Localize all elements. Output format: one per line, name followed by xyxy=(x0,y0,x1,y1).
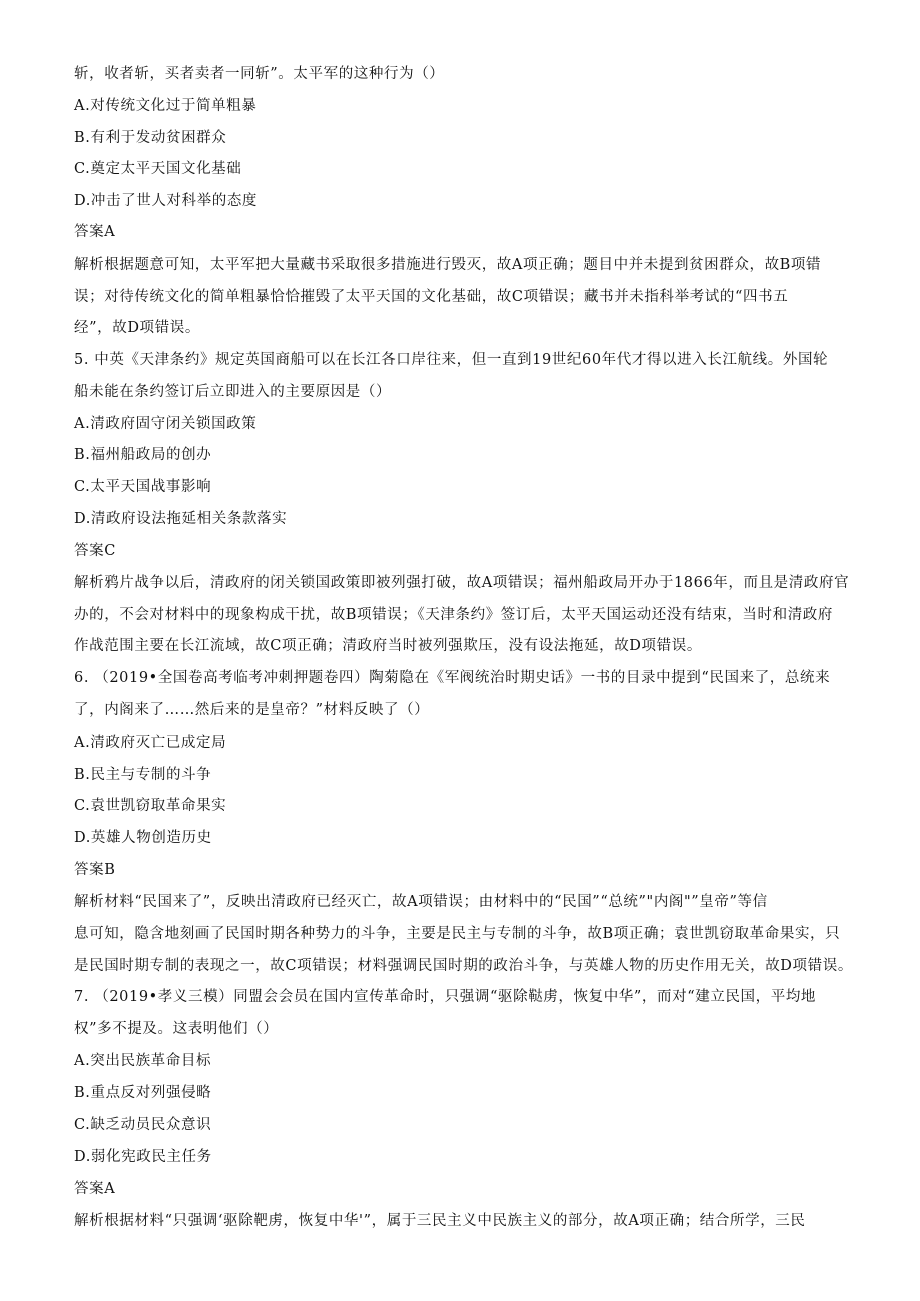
option-a: A.清政府固守闭关锁国政策 xyxy=(74,416,257,432)
answer: 答案A xyxy=(74,224,116,240)
option-b: B.有利于发动贫困群众 xyxy=(74,130,227,146)
analysis-line: 误；对待传统文化的简单粗暴恰恰摧毁了太平天国的文化基础，故C项错误；藏书并未指科举考试的“四书五 xyxy=(74,289,789,305)
analysis-line: 息可知，隐含地刻画了民国时期各种势力的斗争，主要是民主与专制的斗争，故B项正确；袁世凯窃取革命果实，只 xyxy=(74,926,841,942)
answer: 答案B xyxy=(74,862,116,878)
option-c: C.奠定太平天国文化基础 xyxy=(74,161,242,177)
analysis-line: 解析根据题意可知，太平军把大量藏书采取很多措施进行毁灭，故A项正确；题目中并未提到贫困群众，故B项错 xyxy=(74,257,822,273)
option-d: D.弱化宪政民主任务 xyxy=(74,1149,212,1165)
option-c: C.缺乏动员民众意识 xyxy=(74,1117,212,1133)
question-7-cont: 权”多不提及。这表明他们（） xyxy=(74,1021,279,1037)
question-6-cont: 了，内阁来了……然后来的是皇帝？”材料反映了（） xyxy=(74,702,430,718)
option-a: A.突出民族革命目标 xyxy=(74,1053,212,1069)
analysis-line: 解析材料“民国来了”，反映出清政府已经灭亡，故A项错误；由材料中的“民国”“总统”"内阁"”皇帝”等信 xyxy=(74,894,768,910)
answer: 答案A xyxy=(74,1181,116,1197)
analysis-line: 作战范围主要在长江流域，故C项正确；清政府当时被列强欺压，没有设法拖延，故D项错误。 xyxy=(74,638,702,654)
question-5: 5. 中英《天津条约》规定英国商船可以在长江各口岸往来，但一直到19世纪60年代才得以进入长江航线。外国轮 xyxy=(74,352,829,368)
question-5-cont: 船未能在条约签订后立即进入的主要原因是（） xyxy=(74,384,392,400)
option-b: B.重点反对列强侵略 xyxy=(74,1085,212,1101)
option-b: B.民主与专制的斗争 xyxy=(74,767,212,783)
option-a: A.清政府灭亡已成定局 xyxy=(74,735,227,751)
option-a: A.对传统文化过于简单粗暴 xyxy=(74,98,257,114)
option-c: C.太平天国战事影响 xyxy=(74,479,212,495)
question-6: 6. （2019•全国卷高考临考冲刺押题卷四）陶菊隐在《军阀统治时期史话》一书的目录中提到“民国来了，总统来 xyxy=(74,670,831,686)
option-c: C.袁世凯窃取革命果实 xyxy=(74,798,227,814)
analysis-line: 办的，不会对材料中的现象构成干扰，故B项错误；《天津条约》签订后，太平天国运动还没有结束，当时和清政府 xyxy=(74,607,834,623)
option-d: D.英雄人物创造历史 xyxy=(74,830,212,846)
option-b: B.福州船政局的创办 xyxy=(74,447,212,463)
option-d: D.清政府设法拖延相关条款落实 xyxy=(74,511,288,527)
analysis-line: 是民国时期专制的表现之一，故C项错误；材料强调民国时期的政治斗争，与英雄人物的历史作用无关，故D项错误。 xyxy=(74,958,853,974)
question-7: 7. （2019•孝义三模）同盟会会员在国内宣传革命时，只强调“驱除鞑虏，恢复中华”，而对“建立民国，平均地 xyxy=(74,989,817,1005)
answer: 答案C xyxy=(74,543,116,559)
analysis-line: 解析根据材料“只强调‘驱除靶虏，恢复中华'”，属于三民主义中民族主义的部分，故A项正确；结合所学，三民 xyxy=(74,1213,806,1229)
analysis-line: 解析鸦片战争以后，清政府的闭关锁国政策即被列强打破，故A项错误；福州船政局开办于1866年，而且是清政府官 xyxy=(74,575,850,591)
option-d: D.冲击了世人对科举的态度 xyxy=(74,193,258,209)
analysis-line: 经”，故D项错误。 xyxy=(74,320,200,336)
text-line: 斩，收者斩，买者卖者一同斩”。太平军的这种行为（） xyxy=(74,66,445,82)
